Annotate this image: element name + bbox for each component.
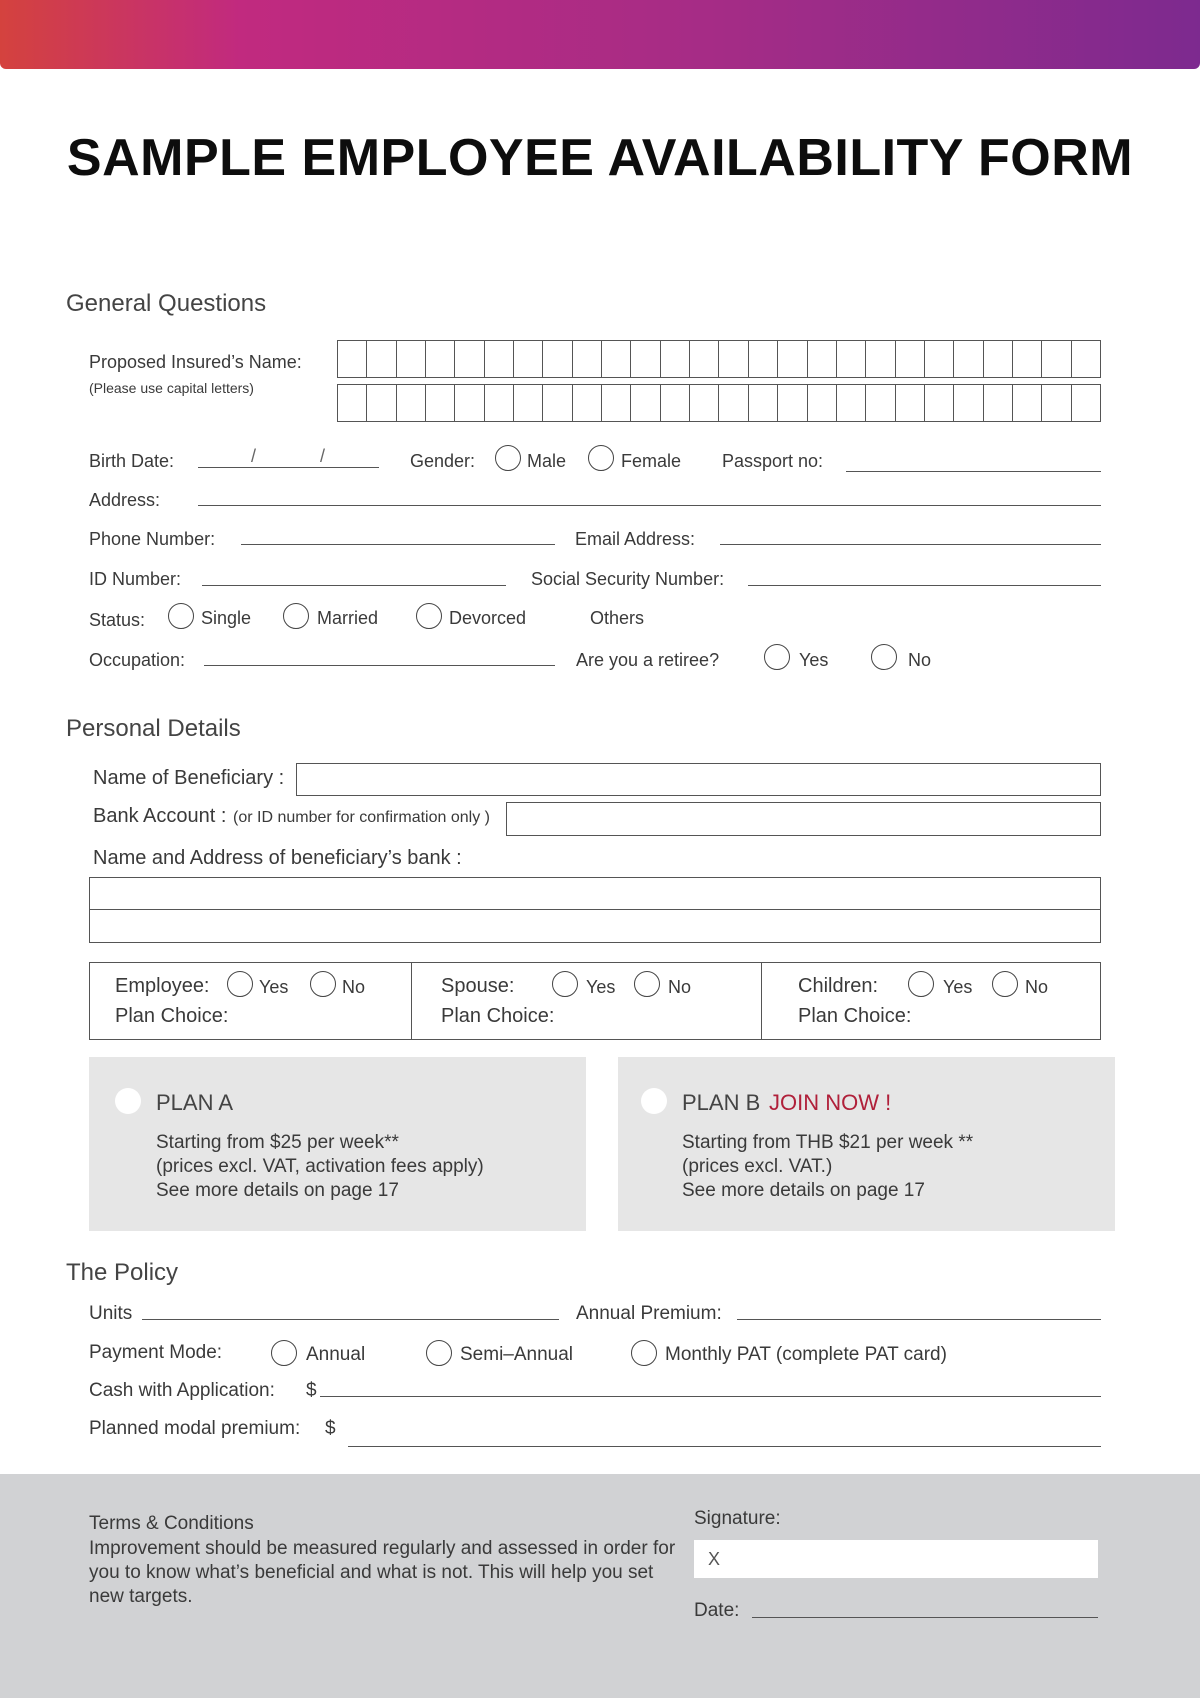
id-label: ID Number: — [89, 569, 182, 589]
employee-plan-choice: Plan Choice: — [115, 1005, 229, 1027]
modal-premium-line[interactable] — [348, 1446, 1101, 1447]
general-section-title: General Questions — [66, 290, 267, 317]
spouse-no-label: No — [668, 977, 692, 997]
spouse-yes-label: Yes — [586, 977, 616, 997]
bank-address-label: Name and Address of beneficiary’s bank : — [93, 847, 462, 869]
name-charbox-row-1[interactable] — [337, 340, 1101, 378]
employee-no-radio[interactable] — [310, 971, 336, 997]
name-charbox-row-2[interactable] — [337, 384, 1101, 422]
ssn-label: Social Security Number: — [531, 569, 725, 589]
cash-label: Cash with Application: — [89, 1380, 275, 1401]
table-divider — [411, 962, 412, 1040]
policy-section-title: The Policy — [66, 1259, 179, 1286]
modal-premium-label: Planned modal premium: — [89, 1418, 301, 1439]
beneficiary-label: Name of Beneficiary : — [93, 767, 285, 789]
units-label: Units — [89, 1303, 133, 1324]
payment-monthly-radio[interactable] — [631, 1340, 657, 1366]
plan-a-details: See more details on page 17 — [156, 1180, 399, 1201]
id-line[interactable] — [202, 585, 506, 586]
plan-b-radio[interactable] — [641, 1088, 667, 1114]
date-separator: / — [251, 446, 257, 466]
passport-label: Passport no: — [722, 451, 824, 471]
gender-female-radio[interactable] — [588, 445, 614, 471]
occupation-label: Occupation: — [89, 650, 186, 670]
gender-female-label: Female — [621, 451, 682, 471]
gender-male-label: Male — [527, 451, 567, 471]
gender-label: Gender: — [410, 451, 476, 471]
payment-mode-label: Payment Mode: — [89, 1342, 223, 1363]
payment-annual-radio[interactable] — [271, 1340, 297, 1366]
annual-premium-label: Annual Premium: — [576, 1303, 722, 1324]
status-single-radio[interactable] — [168, 603, 194, 629]
bank-account-input[interactable] — [506, 802, 1101, 836]
children-yes-label: Yes — [943, 977, 973, 997]
status-married-label: Married — [317, 608, 379, 628]
spouse-plan-choice: Plan Choice: — [441, 1005, 555, 1027]
name-hint: (Please use capital letters) — [89, 380, 254, 396]
table-divider — [761, 962, 762, 1040]
bank-account-label: Bank Account : — [93, 805, 227, 827]
children-yes-radio[interactable] — [908, 971, 934, 997]
address-label: Address: — [89, 490, 161, 510]
ssn-line[interactable] — [748, 585, 1101, 586]
plan-b-title: PLAN B — [682, 1090, 761, 1115]
signature-label: Signature: — [694, 1508, 781, 1529]
email-line[interactable] — [720, 544, 1101, 545]
retiree-no-radio[interactable] — [871, 644, 897, 670]
children-no-radio[interactable] — [992, 971, 1018, 997]
children-label: Children: — [798, 975, 879, 997]
status-others-label: Others — [590, 608, 645, 628]
spouse-label: Spouse: — [441, 975, 515, 997]
plan-a-note: (prices excl. VAT, activation fees apply) — [156, 1156, 484, 1177]
name-label: Proposed Insured’s Name: — [89, 352, 302, 372]
plan-b-promo[interactable]: JOIN NOW ! — [769, 1090, 892, 1115]
status-single-label: Single — [201, 608, 252, 628]
date-line[interactable] — [752, 1617, 1098, 1618]
payment-semi-annual-label: Semi–Annual — [460, 1344, 574, 1365]
payment-monthly-label: Monthly PAT (complete PAT card) — [665, 1344, 947, 1365]
modal-currency: $ — [325, 1418, 336, 1439]
retiree-yes-radio[interactable] — [764, 644, 790, 670]
payment-annual-label: Annual — [306, 1344, 366, 1365]
spouse-yes-radio[interactable] — [552, 971, 578, 997]
bank-account-hint: (or ID number for confirmation only ) — [233, 809, 490, 826]
bank-address-input-1[interactable] — [89, 877, 1101, 910]
plan-a-title: PLAN A — [156, 1090, 234, 1115]
retiree-label: Are you a retiree? — [576, 650, 720, 670]
annual-premium-line[interactable] — [737, 1319, 1101, 1320]
occupation-line[interactable] — [204, 665, 555, 666]
signature-mark: X — [708, 1549, 721, 1569]
employee-yes-radio[interactable] — [227, 971, 253, 997]
units-line[interactable] — [142, 1319, 559, 1320]
payment-semi-annual-radio[interactable] — [426, 1340, 452, 1366]
plan-a-price: Starting from $25 per week** — [156, 1132, 399, 1153]
status-married-radio[interactable] — [283, 603, 309, 629]
date-separator: / — [320, 446, 326, 466]
page-title: SAMPLE EMPLOYEE AVAILABILITY FORM — [66, 129, 1134, 187]
status-devorced-label: Devorced — [449, 608, 527, 628]
retiree-yes-label: Yes — [799, 650, 829, 670]
beneficiary-input[interactable] — [296, 763, 1101, 796]
cash-line[interactable] — [320, 1396, 1101, 1397]
retiree-no-label: No — [908, 650, 932, 670]
email-label: Email Address: — [575, 529, 696, 549]
passport-line[interactable] — [846, 471, 1101, 472]
plan-b-price: Starting from THB $21 per week ** — [682, 1132, 974, 1153]
terms-text: Improvement should be measured regularly and assessed in order for you to know what’s beneficial and what is not. This will help you set new targets. — [89, 1538, 676, 1607]
date-label: Date: — [694, 1600, 740, 1621]
plan-b-details: See more details on page 17 — [682, 1180, 925, 1201]
phone-label: Phone Number: — [89, 529, 216, 549]
header-gradient-bar — [0, 0, 1200, 69]
plan-a-radio[interactable] — [115, 1088, 141, 1114]
bank-address-input-2[interactable] — [89, 909, 1101, 943]
birth-date-line[interactable] — [198, 467, 379, 468]
employee-label: Employee: — [115, 975, 210, 997]
children-no-label: No — [1025, 977, 1049, 997]
address-line[interactable] — [198, 505, 1101, 506]
plan-b-note: (prices excl. VAT.) — [682, 1156, 833, 1177]
personal-section-title: Personal Details — [66, 715, 241, 742]
signature-field[interactable] — [694, 1540, 1098, 1578]
status-devorced-radio[interactable] — [416, 603, 442, 629]
phone-line[interactable] — [241, 544, 555, 545]
birth-date-label: Birth Date: — [89, 451, 175, 471]
cash-currency: $ — [306, 1380, 317, 1401]
gender-male-radio[interactable] — [495, 445, 521, 471]
children-plan-choice: Plan Choice: — [798, 1005, 912, 1027]
terms-title: Terms & Conditions — [89, 1513, 254, 1534]
employee-no-label: No — [342, 977, 366, 997]
employee-yes-label: Yes — [259, 977, 289, 997]
status-label: Status: — [89, 610, 146, 630]
spouse-no-radio[interactable] — [634, 971, 660, 997]
